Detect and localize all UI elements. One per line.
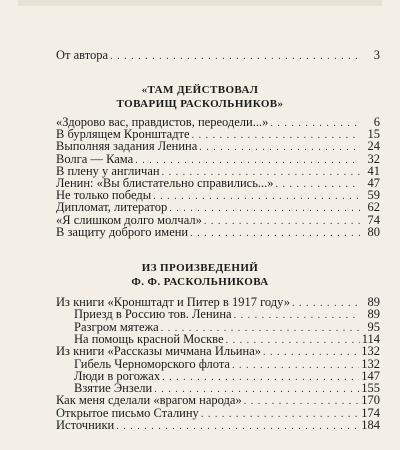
toc-entry-page: 80	[367, 224, 380, 239]
leader-dots	[190, 227, 360, 240]
toc-entry-page: 155	[361, 381, 380, 396]
toc-entry-title: В защиту доброго имени	[56, 224, 189, 239]
toc-entry-page: 132	[361, 356, 380, 371]
toc-entry-title: В плену у англичан	[56, 163, 160, 178]
section-heading-1-line2: ТОВАРИЩ РАСКОЛЬНИКОВ»	[116, 98, 284, 110]
toc-entry-page: 47	[367, 176, 380, 190]
toc-entry-page: 174	[361, 405, 380, 420]
toc-entry-page: 89	[367, 295, 380, 309]
leader-dots	[110, 50, 360, 63]
toc-entry	[56, 419, 380, 432]
section-heading-2-line1: ИЗ ПРОИЗВЕДЕНИЙ	[141, 262, 259, 274]
toc-entry-title: Люди в рогожах	[74, 368, 161, 383]
toc-entry-intro	[56, 49, 380, 62]
toc-entry-page: 132	[361, 344, 380, 359]
toc-entry-title: В бурлящем Кронштадте	[56, 127, 190, 142]
section-heading-2-line2: Ф. Ф. РАСКОЛЬНИКОВА	[131, 276, 269, 288]
toc-entry-page: 32	[367, 151, 380, 166]
toc-entry-title: Приезд в Россию тов. Ленина	[74, 307, 232, 322]
toc-entry-page: 6	[373, 115, 380, 129]
toc-entry-page: 95	[367, 319, 380, 334]
toc-entry-page: 15	[367, 127, 380, 142]
toc-entry-title: «Здорово вас, правдистов, переодели...»	[56, 115, 269, 129]
toc-entry-title: Из книги «Рассказы мичмана Ильина»	[56, 344, 261, 359]
toc-entry-title: Дипломат, литератор	[56, 200, 168, 215]
toc-entry-title: Ленин: «Вы блистательно справились...»	[56, 176, 274, 190]
page-top-edge	[18, 0, 382, 6]
toc-entry-title: Источники	[56, 418, 115, 432]
toc-entry-title: Взятие Энзели	[74, 381, 153, 396]
toc-entry-page: 89	[367, 307, 380, 322]
toc-entry-title: Не только победы	[56, 188, 152, 203]
toc-entry-page: 24	[367, 139, 380, 154]
toc-entry-page: 114	[361, 331, 380, 346]
toc-entry-page: 74	[367, 212, 380, 227]
toc-entry-title: «Я слишком долго молчал»	[56, 212, 202, 227]
toc-entry-title: На помощь красной Москве	[74, 331, 224, 346]
leader-dots	[116, 420, 359, 433]
toc-entry-title: Гибель Черноморского флота	[74, 356, 230, 371]
toc-entry-title: От автора	[56, 48, 109, 62]
section-heading-1-line1: «ТАМ ДЕЙСТВОВАЛ	[141, 84, 259, 96]
toc-entry-title: Из книги «Кронштадт и Питер в 1917 году»	[56, 295, 290, 309]
toc-entry-page: 170	[361, 393, 380, 408]
toc-entry-title: Волга — Кама	[56, 151, 134, 166]
toc-entry-title: Выполняя задания Ленина	[56, 139, 198, 154]
toc-entry-page: 41	[367, 163, 380, 178]
toc-entry-page: 184	[361, 418, 380, 432]
toc-entry-page: 3	[373, 48, 380, 62]
toc-entry	[56, 226, 380, 239]
toc-entry-page: 59	[367, 188, 380, 203]
toc-entry-page: 62	[367, 200, 380, 215]
toc-entry-title: Как меня сделали «врагом народа»	[56, 393, 242, 408]
toc-entry-title: Открытое письмо Сталину	[56, 405, 199, 420]
toc-entry-title: Разгром мятежа	[74, 319, 159, 334]
toc-entry-page: 147	[361, 368, 380, 383]
